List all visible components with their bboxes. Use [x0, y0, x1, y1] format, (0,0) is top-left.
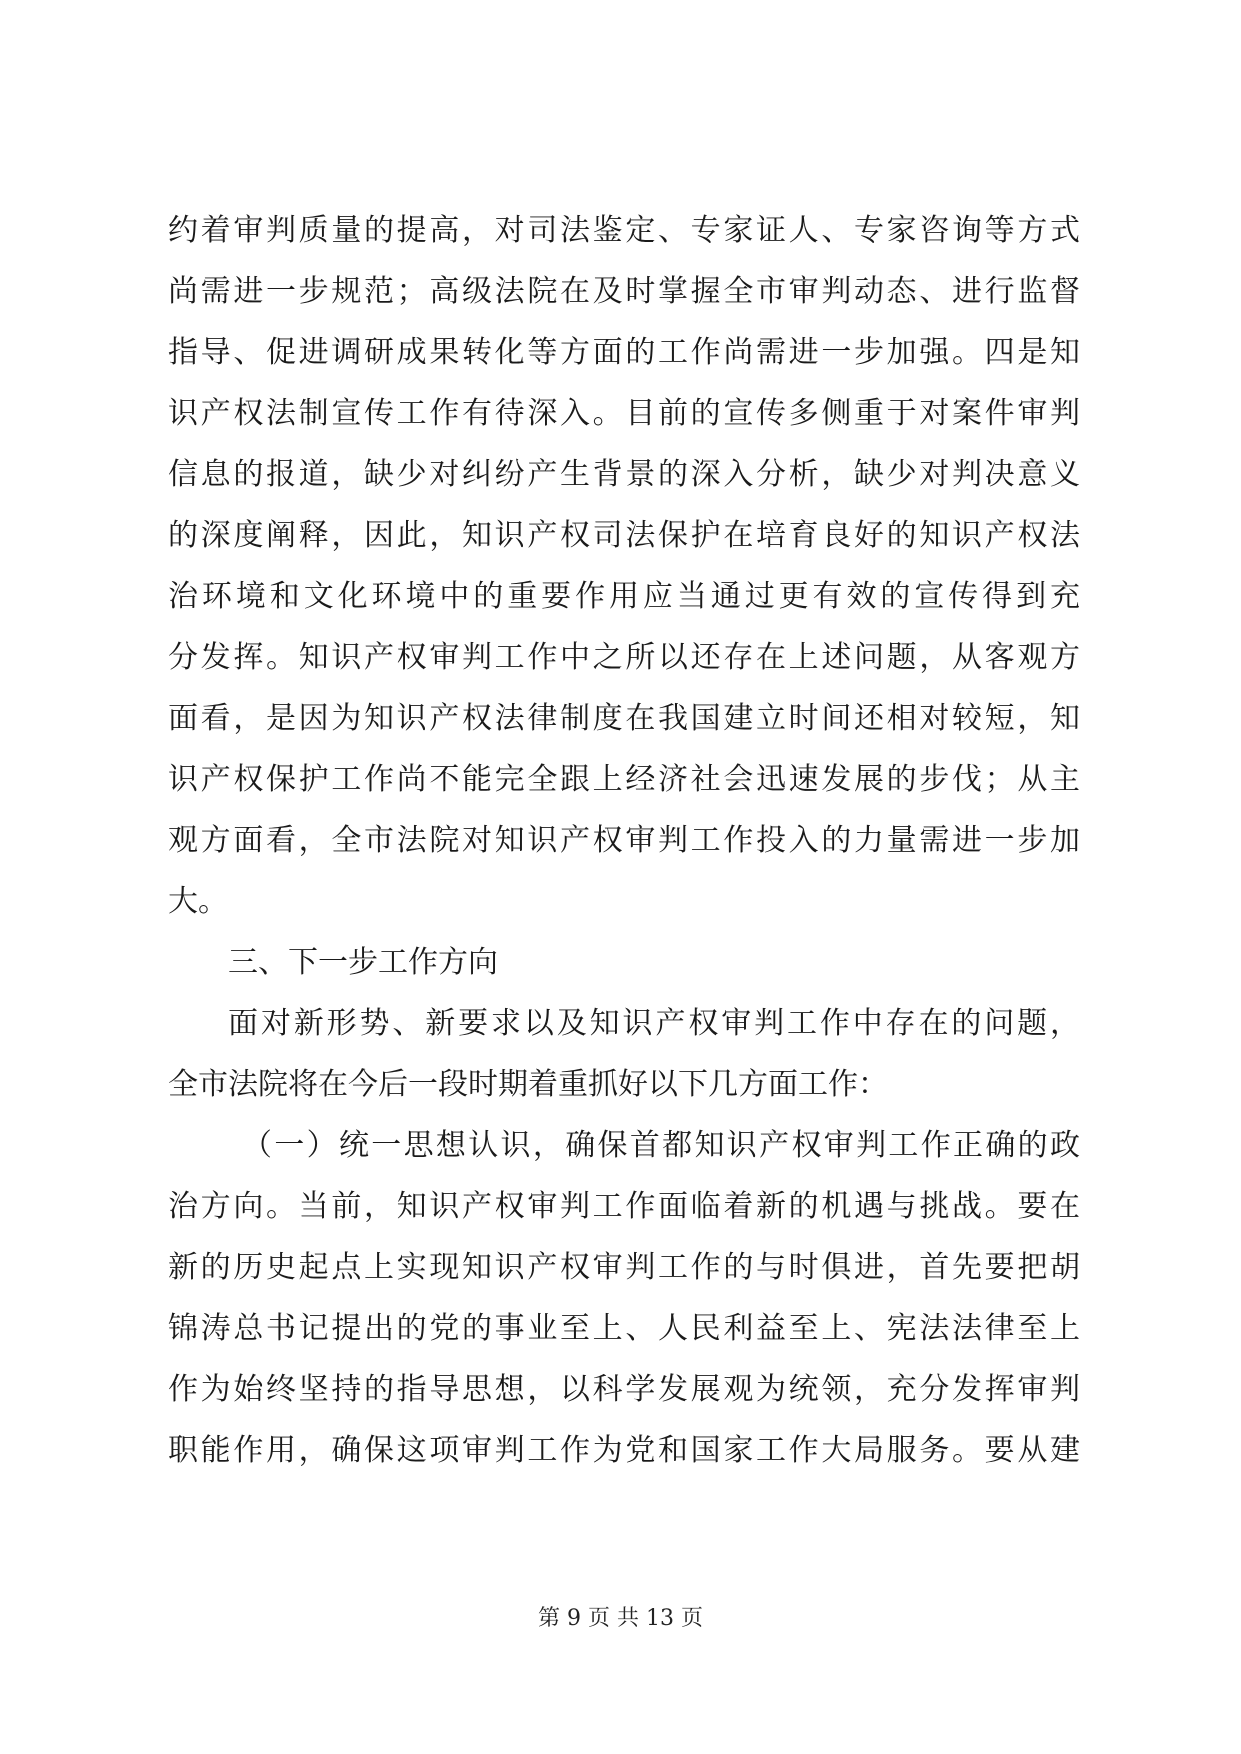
text-line: 的深度阐释，因此，知识产权司法保护在培育良好的知识产权法 — [168, 518, 1080, 553]
text-line: 观方面看，全市法院对知识产权审判工作投入的力量需进一步加 — [168, 823, 1080, 858]
text-line: 面对新形势、新要求以及知识产权审判工作中存在的问题， — [228, 1006, 1080, 1041]
text-line: 治环境和文化环境中的重要作用应当通过更有效的宣传得到充 — [168, 579, 1080, 614]
text-line: 全市法院将在今后一段时期着重抓好以下几方面工作： — [168, 1067, 888, 1102]
text-line: 新的历史起点上实现知识产权审判工作的与时俱进，首先要把胡 — [168, 1250, 1080, 1285]
section-heading: 三、下一步工作方向 — [228, 945, 498, 980]
text-line: 治方向。当前，知识产权审判工作面临着新的机遇与挑战。要在 — [168, 1189, 1080, 1224]
subsection-heading: （一）统一思想认识，确保首都知识产权审判工作正确的政 — [242, 1128, 1080, 1163]
text-line: 面看，是因为知识产权法律制度在我国建立时间还相对较短，知 — [168, 701, 1080, 736]
text-line: 信息的报道，缺少对纠纷产生背景的深入分析，缺少对判决意义 — [168, 457, 1080, 492]
body-text — [168, 200, 1080, 1481]
text-line: 锦涛总书记提出的党的事业至上、人民利益至上、宪法法律至上 — [168, 1311, 1080, 1346]
text-line: 指导、促进调研成果转化等方面的工作尚需进一步加强。四是知 — [168, 335, 1080, 370]
text-line: 分发挥。知识产权审判工作中之所以还存在上述问题，从客观方 — [168, 640, 1080, 675]
text-line: 职能作用，确保这项审判工作为党和国家工作大局服务。要从建 — [168, 1433, 1080, 1468]
text-line: 约着审判质量的提高，对司法鉴定、专家证人、专家咨询等方式 — [168, 213, 1080, 248]
text-line: 识产权保护工作尚不能完全跟上经济社会迅速发展的步伐；从主 — [168, 762, 1080, 797]
page-number-footer: 第 9 页 共 13 页 — [538, 1606, 703, 1631]
text-line: 识产权法制宣传工作有待深入。目前的宣传多侧重于对案件审判 — [168, 396, 1080, 431]
text-line: 尚需进一步规范；高级法院在及时掌握全市审判动态、进行监督 — [168, 274, 1080, 309]
text-line: 作为始终坚持的指导思想，以科学发展观为统领，充分发挥审判 — [168, 1372, 1080, 1407]
text-line: 大。 — [168, 884, 228, 919]
